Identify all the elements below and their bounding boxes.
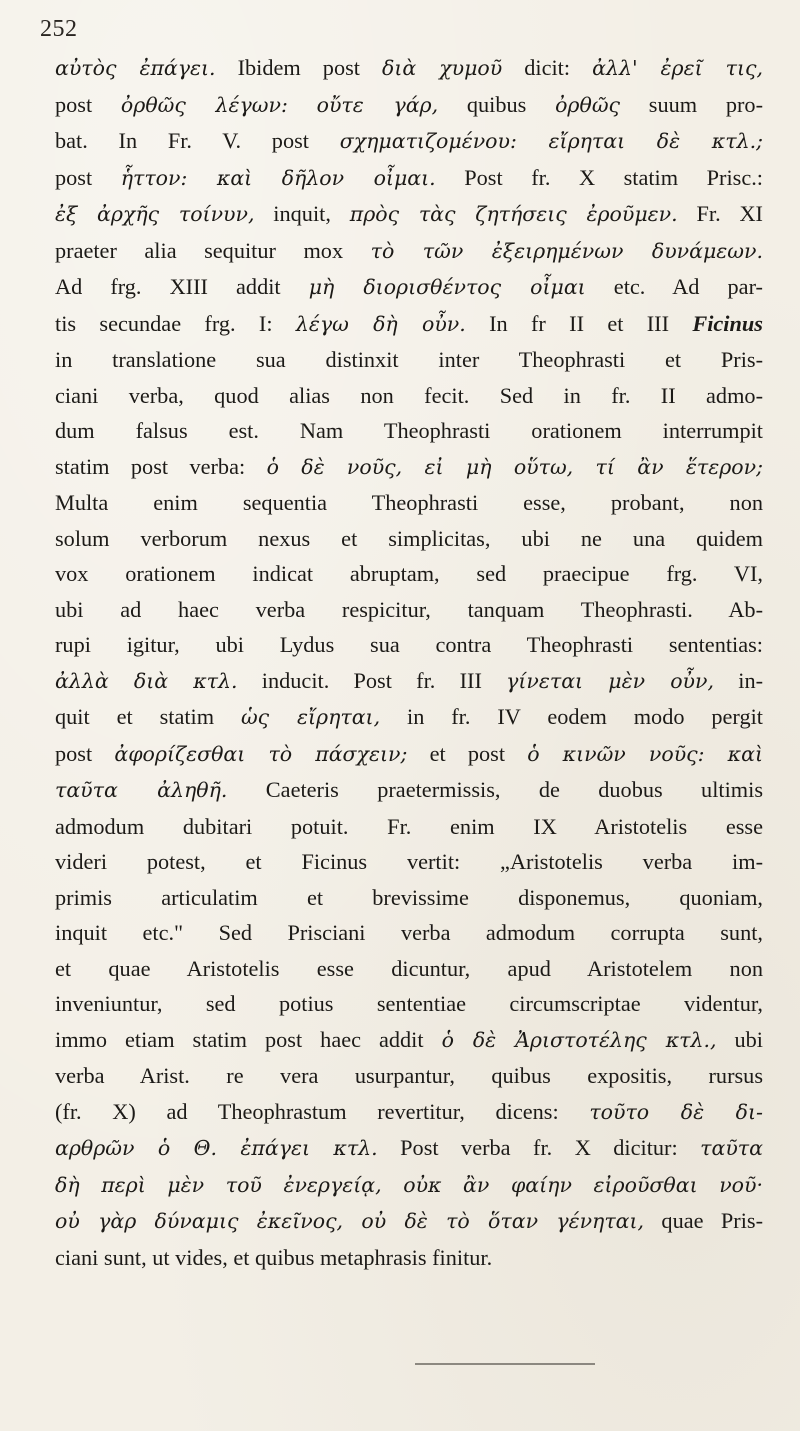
- text-line: [55, 1240, 763, 1276]
- text-line: [55, 50, 763, 87]
- text-line: [55, 1130, 763, 1167]
- greek-phrase: ταῦτα ἀληθῆ.: [55, 778, 228, 802]
- text-segment: inducit. Post fr. III: [237, 667, 507, 693]
- text-segment: vox orationem indicat abruptam, sed praecipue frg. VI,: [55, 561, 763, 586]
- text-line: [55, 1058, 763, 1094]
- text-segment: etc. Ad par-: [585, 274, 763, 299]
- text-segment: In fr II et III: [465, 310, 693, 336]
- text-line: [55, 123, 763, 160]
- text-segment: tis secundae frg. I:: [55, 310, 296, 336]
- text-line: [55, 196, 763, 233]
- text-segment: inquit,: [254, 201, 350, 226]
- text-segment: in fr. IV eodem modo pergit: [380, 704, 763, 729]
- text-segment: immo etiam statim post haec addit: [55, 1026, 442, 1052]
- text-line: [55, 809, 763, 845]
- greek-phrase: ὀρθῶς: [555, 92, 621, 117]
- text-segment: inveniuntur, sed potius sententiae circumscriptae videntur,: [55, 991, 763, 1016]
- text-line: [55, 269, 763, 306]
- text-segment: admodum dubitari potuit. Fr. enim IX Aristotelis esse: [55, 813, 763, 839]
- greek-phrase: ἀφορίζεσθαι τὸ πάσχειν;: [114, 741, 408, 766]
- greek-phrase: διὰ χυμοῦ: [382, 56, 503, 80]
- text-segment: post: [55, 740, 115, 766]
- text-segment: in translatione sua distinxit inter Theophrasti et Pris-: [55, 347, 763, 372]
- text-line: [55, 592, 763, 628]
- page-number: 252: [40, 16, 78, 42]
- text-line: [55, 627, 763, 663]
- text-line: [55, 699, 763, 736]
- text-segment: quit et statim: [55, 704, 241, 729]
- text-segment: Ibidem post: [215, 55, 382, 80]
- text-segment: dicit:: [502, 55, 593, 80]
- greek-phrase: πρὸς τὰς ζητήσεις ἐροῦμεν.: [349, 202, 678, 226]
- text-segment: ciani verba, quod alias non fecit. Sed in fr. II admo-: [55, 382, 763, 408]
- greek-phrase: σχηματιζομένου: εἴρηται δὲ κτλ.;: [339, 129, 763, 153]
- text-segment: praeter alia sequitur mox: [55, 237, 371, 263]
- text-line: [55, 1094, 763, 1131]
- text-line: [55, 880, 763, 916]
- greek-phrase: λέγω δὴ οὖν.: [295, 311, 466, 336]
- text-line: [55, 521, 763, 557]
- greek-phrase: γίνεται μὲν οὖν,: [506, 668, 715, 693]
- text-segment: post: [55, 91, 121, 117]
- text-segment: dum falsus est. Nam Theophrasti orationem interrumpit: [55, 418, 763, 443]
- text-line: [55, 663, 763, 700]
- text-segment: videri potest, et Ficinus vertit: „Aristotelis verba im-: [55, 849, 763, 874]
- text-segment: verba Arist. re vera usurpantur, quibus expositis, rursus: [55, 1063, 763, 1088]
- text-line: [55, 413, 763, 449]
- text-segment: quibus: [438, 91, 556, 117]
- text-line: [55, 1022, 763, 1059]
- text-line: [55, 1167, 763, 1204]
- text-line: [55, 951, 763, 987]
- text-segment: post: [55, 164, 121, 190]
- greek-phrase: ὀρθῶς λέγων:: [120, 92, 288, 117]
- greek-phrase: ὁ κινῶν νοῦς: καὶ: [527, 741, 763, 766]
- footer-rule: [415, 1363, 595, 1365]
- text-segment: Multa enim sequentia Theophrasti esse, probant, non: [55, 490, 763, 515]
- text-line: [55, 87, 763, 124]
- text-line: [55, 485, 763, 521]
- text-segment: ciani sunt, ut vides, et quibus metaphrasis finitur.: [55, 1244, 493, 1270]
- text-segment: rupi igitur, ubi Lydus sua contra Theophrasti sententias:: [55, 632, 763, 657]
- text-line: [55, 915, 763, 951]
- greek-phrase: ὡς εἴρηται,: [240, 705, 381, 729]
- text-segment: et quae Aristotelis esse dicuntur, apud Aristotelem non: [55, 955, 763, 981]
- text-segment: statim post verba:: [55, 453, 267, 479]
- text-segment: bat. In Fr. V. post: [55, 128, 340, 153]
- text-segment: [288, 92, 317, 117]
- text-line: [55, 556, 763, 592]
- text-line: [55, 986, 763, 1022]
- text-segment: solum verborum nexus et simplicitas, ubi ne una quidem: [55, 525, 763, 551]
- text-segment: in-: [714, 667, 764, 693]
- greek-phrase: ἐξ ἀρχῆς τοίνυν,: [55, 202, 255, 226]
- text-line: [55, 736, 763, 773]
- text-segment: quae Pris-: [644, 1208, 763, 1233]
- body-text: [55, 50, 763, 1275]
- emphasis-text: Ficinus: [692, 310, 763, 336]
- text-segment: primis articulatim et brevissime disponemus, quoniam,: [55, 884, 763, 910]
- greek-phrase: οὔτε γάρ,: [316, 92, 439, 117]
- greek-phrase: δὴ περὶ μὲν τοῦ ἐνεργείᾳ, οὐκ ἂν φαίην εἰροῦσθαι νοῦ·: [55, 1172, 763, 1197]
- text-segment: suum pro-: [620, 91, 763, 117]
- greek-phrase: αὐτὸς ἐπάγει.: [55, 56, 216, 80]
- text-segment: (fr. X) ad Theophrastum revertitur, dicens:: [55, 1098, 590, 1124]
- greek-phrase: ἀλλ' ἐρεῖ τις,: [592, 56, 763, 80]
- text-line: [55, 306, 763, 343]
- text-segment: ubi ad haec verba respicitur, tanquam Theophrasti. Ab-: [55, 596, 763, 622]
- greek-phrase: ἀλλὰ διὰ κτλ.: [55, 668, 238, 693]
- text-segment: Ad frg. XIII addit: [55, 274, 309, 299]
- text-segment: Post verba fr. X dicitur:: [377, 1135, 701, 1160]
- text-segment: Fr. XI: [677, 201, 763, 226]
- greek-phrase: ὁ δὲ Ἀριστοτέλης κτλ.,: [441, 1027, 717, 1052]
- text-line: [55, 449, 763, 486]
- text-segment: Caeteris praetermissis, de duobus ultimis: [227, 777, 764, 802]
- greek-phrase: μὴ διορισθέντος οἶμαι: [308, 275, 586, 299]
- greek-phrase: οὐ γὰρ δύναμις ἐκεῖνος, οὐ δὲ τὸ ὅταν γένηται,: [55, 1209, 645, 1233]
- text-segment: et post: [407, 740, 528, 766]
- text-line: [55, 160, 763, 197]
- greek-phrase: ταῦτα: [700, 1136, 763, 1160]
- text-line: [55, 1203, 763, 1240]
- greek-phrase: τοῦτο δὲ δι-: [589, 1099, 763, 1124]
- text-line: [55, 844, 763, 880]
- greek-phrase: ὁ δὲ νοῦς, εἰ μὴ οὕτω, τί ἂν ἕτερον;: [266, 454, 763, 479]
- text-line: [55, 772, 763, 809]
- text-line: [55, 342, 763, 378]
- greek-phrase: τὸ τῶν ἐξειρημένων δυνάμεων.: [370, 238, 763, 263]
- greek-phrase: ἧττον: καὶ δῆλον οἶμαι.: [120, 165, 436, 190]
- text-segment: inquit etc." Sed Prisciani verba admodum corrupta sunt,: [55, 920, 763, 945]
- text-segment: Post fr. X statim Prisc.:: [435, 164, 763, 190]
- text-line: [55, 233, 763, 270]
- text-segment: ubi: [716, 1026, 763, 1052]
- greek-phrase: αρθρῶν ὁ Θ. ἐπάγει κτλ.: [55, 1136, 378, 1160]
- text-line: [55, 378, 763, 414]
